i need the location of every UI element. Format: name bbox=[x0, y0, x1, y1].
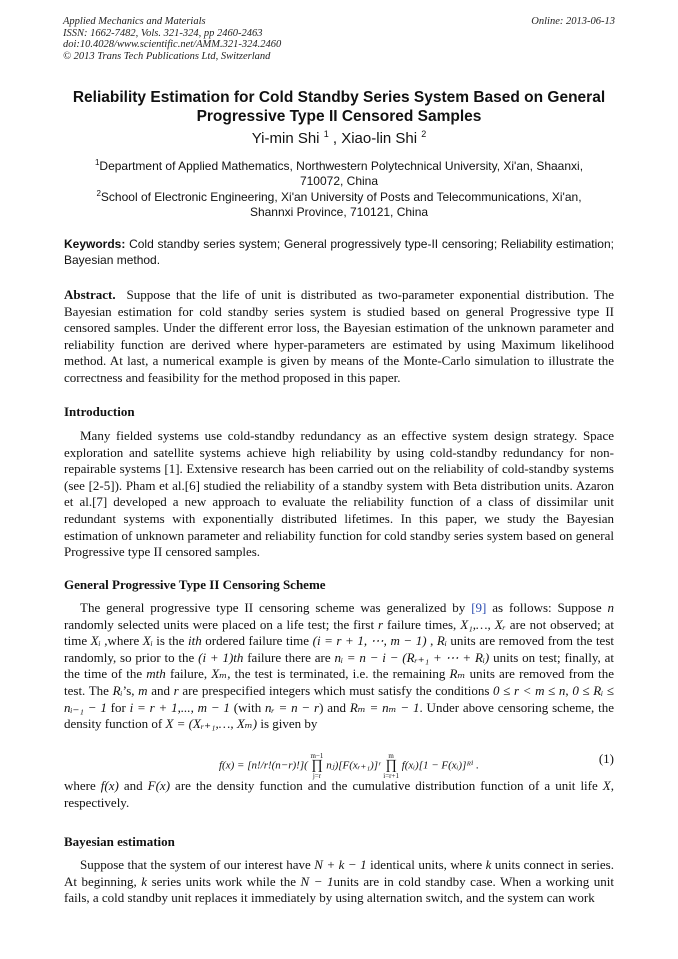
gpc-text: units are removed from the test. The bbox=[64, 666, 614, 698]
body-text: units are in cold standby case. When a working unit fails, a cold standby unit replaces it immediately by using alternation switch, and the system can work bbox=[64, 873, 614, 906]
math-symbol: N + k − 1 bbox=[314, 857, 367, 872]
affiliation-2-sup: 2 bbox=[96, 189, 101, 198]
gpc-text: . Under above censoring scheme, the density function of bbox=[64, 699, 614, 732]
gpc-text: is the bbox=[152, 633, 188, 649]
keywords-text: Cold standby series system; General progressively type-II censoring; Reliability estimation; Bayesian method. bbox=[64, 237, 614, 267]
gpc-text: ) and bbox=[319, 699, 350, 715]
math-symbol: (i = r + 1, ⋯, m − 1) bbox=[312, 633, 427, 649]
math-symbol: m bbox=[138, 682, 148, 698]
math-symbol: N − 1 bbox=[300, 873, 334, 889]
product-symbol-1: m−1 ∏ j=r bbox=[310, 752, 324, 780]
equation-mid-2: f(xᵢ)[1 − F(xᵢ)]ᴿⁱ . bbox=[401, 759, 479, 772]
math-symbol: Rₘ = nₘ − 1 bbox=[349, 699, 420, 715]
doi-line: doi:10.4028/www.scientific.net/AMM.321-324.2460 bbox=[63, 39, 282, 50]
gpc-paragraph bbox=[64, 600, 614, 733]
issn-line: ISSN: 1662-7482, Vols. 321-324, pp 2460-2463 bbox=[63, 27, 263, 39]
math-symbol: Xₘ bbox=[211, 666, 228, 682]
bayes-heading: Bayesian estimation bbox=[64, 834, 175, 849]
product-lower-limit: j=r bbox=[312, 772, 322, 780]
math-symbol: i = r + 1,..., m − 1 bbox=[129, 699, 230, 715]
gpc-text: for bbox=[106, 699, 130, 715]
product-symbol-2: m ∏ i=r+1 bbox=[383, 752, 399, 780]
affiliation-1-text: Department of Applied Mathematics, Northwestern Polytechnical University, Xi'an, Shaanxi, 710072, China bbox=[99, 159, 584, 188]
product-upper-limit: m−1 bbox=[310, 752, 324, 760]
gpc-text: ’s, bbox=[122, 682, 139, 698]
math-symbol: k bbox=[485, 857, 492, 872]
body-text: Suppose that the system of our interest have bbox=[80, 857, 315, 872]
gpc-text: is given by bbox=[257, 716, 318, 732]
journal-name: Applied Mechanics and Materials bbox=[63, 16, 206, 27]
bayes-body bbox=[64, 857, 614, 907]
gpc-text: failure times, bbox=[383, 616, 461, 632]
gpc-text: randomly selected units were placed on a life test; the first bbox=[64, 616, 379, 632]
affiliation-2 bbox=[75, 186, 603, 220]
product-lower-limit: i=r+1 bbox=[383, 772, 399, 780]
math-symbol: 0 ≤ r < m ≤ n bbox=[493, 682, 566, 698]
equation-1-body bbox=[219, 752, 479, 780]
affiliation-1-sup: 1 bbox=[94, 158, 100, 167]
gpc-text: (with bbox=[229, 699, 266, 715]
gpc-text: units on test; finally, at the time of the bbox=[64, 649, 614, 682]
gpc-text: ,where bbox=[100, 633, 143, 649]
online-date: Online: 2013-06-13 bbox=[531, 16, 615, 27]
abstract-text: Suppose that the life of unit is distributed as two-parameter exponential distribution. The Bayesian estimation for cold standby series system is studied based on general Progressive type II censored samples. Under the different error loss, the Bayesian estimation of the unknown parameter and reliability function are derived where hyper-parameters are estimated by using Maximum likelihood method. At last, a numerical example is given by means of the Monte-Carlo simulation to illustrate the correctness and feasibility for the method proposed in this paper. bbox=[64, 287, 615, 385]
gpc-text: , bbox=[426, 633, 437, 649]
math-symbol: mth bbox=[146, 666, 166, 682]
affiliation-1 bbox=[75, 155, 603, 189]
paper-title: Reliability Estimation for Cold Standby Series System Based on General Progressive Type II Censored Samples bbox=[72, 89, 606, 125]
body-text: where bbox=[64, 778, 101, 793]
gpc-text: are prespecified integers which must satisfy the conditions bbox=[178, 682, 494, 698]
gpc-text: failure there are bbox=[243, 649, 335, 665]
introduction-text: Many fielded systems use cold-standby redundancy as an effective system design strategy. Space exploration and satellite systems achieve high reliability by using cold-standby redundancy for non-repairable systems [1]. Extensive research has been carried out on the reliability of cold-standby systems (see [2-5]). Pham et al.[6] studied the reliability of a standby system with Beta distribution units. Azaron et al.[7] developed a new approach to evaluate the reliability function of a class of dissimilar unit redundant systems with exponentially distributed lifetimes. In this paper, we study the Bayesian estimation of unknown parameter and reliability function for cold standby series system based on general Progressive type II censored samples. bbox=[64, 428, 614, 560]
body-text: and bbox=[118, 778, 148, 793]
math-symbol: r bbox=[173, 682, 179, 698]
math-symbol: Rₘ bbox=[449, 666, 466, 682]
gpc-body bbox=[64, 600, 614, 733]
math-symbol: X = (Xᵣ₊₁,…, Xₘ) bbox=[165, 716, 258, 732]
math-symbol: Rᵢ bbox=[112, 682, 123, 698]
abstract bbox=[64, 287, 614, 387]
math-symbol: X₁,…, Xᵣ bbox=[460, 616, 506, 632]
affiliation-2-text: School of Electronic Engineering, Xi'an University of Posts and Telecommunications, Xi'an, Shannxi Province, 710121, China bbox=[100, 190, 582, 219]
gpc-text: , the test is terminated, i.e. the remaining bbox=[227, 666, 450, 682]
bayes-paragraph bbox=[64, 857, 614, 907]
body-text: are the density function and the cumulative distribution function of a unit life bbox=[170, 778, 603, 793]
author-separator: , bbox=[332, 130, 338, 147]
copyright-line: © 2013 Trans Tech Publications Ltd, Switzerland bbox=[63, 50, 271, 62]
math-symbol: Rᵢ bbox=[436, 633, 447, 649]
author-1: Yi-min Shi bbox=[251, 130, 320, 147]
after-equation bbox=[64, 778, 614, 811]
math-symbol: F(x) bbox=[147, 778, 171, 793]
introduction-heading: Introduction bbox=[64, 404, 135, 419]
body-text: , respectively. bbox=[64, 778, 614, 810]
introduction-body bbox=[64, 428, 614, 561]
math-symbol: (i + 1)th bbox=[198, 649, 244, 665]
gpc-text: as follows: Suppose bbox=[486, 600, 608, 615]
running-header bbox=[63, 16, 615, 62]
author-line bbox=[0, 129, 678, 147]
ref-9-link[interactable]: [9] bbox=[471, 600, 487, 615]
keywords bbox=[64, 236, 614, 268]
author-1-sup: 1 bbox=[323, 129, 329, 139]
math-symbol: f(x) bbox=[100, 778, 119, 793]
math-symbol: n bbox=[607, 600, 615, 615]
math-symbol: r bbox=[378, 616, 384, 632]
equation-1 bbox=[64, 748, 614, 780]
gpc-text: The general progressive type II censoring scheme was generalized by bbox=[80, 600, 472, 615]
equation-mid-1: nⱼ)[F(xᵣ₊₁)]ʳ bbox=[326, 759, 381, 772]
abstract-label: Abstract. bbox=[64, 287, 116, 302]
math-symbol: 0 ≤ Rᵢ ≤ nᵢ₋₁ − 1 bbox=[64, 682, 615, 715]
math-symbol: X bbox=[602, 778, 611, 793]
gpc-text: failure, bbox=[165, 666, 212, 682]
math-symbol: nᵣ = n − r bbox=[265, 699, 320, 715]
gpc-text: are not observed; at time bbox=[64, 616, 615, 649]
author-2: Xiao-lin Shi bbox=[341, 130, 418, 147]
keywords-label: Keywords: bbox=[64, 237, 126, 251]
equation-lhs: f(x) = [n!/r!(n−r)!]( bbox=[219, 759, 308, 772]
math-symbol: k bbox=[141, 873, 148, 889]
gpc-heading: General Progressive Type II Censoring Scheme bbox=[64, 577, 326, 592]
body-text: units connect in series. At beginning, bbox=[64, 857, 614, 889]
math-symbol: nᵢ = n − i − (Rᵣ₊₁ + ⋯ + Rᵢ) bbox=[334, 649, 490, 665]
gpc-text: ordered failure time bbox=[201, 633, 313, 649]
body-text: identical units, where bbox=[366, 857, 486, 872]
equation-number: (1) bbox=[598, 751, 614, 766]
author-2-sup: 2 bbox=[421, 129, 427, 139]
math-symbol: Xᵢ bbox=[142, 633, 153, 649]
body-text: series units work while the bbox=[147, 873, 301, 889]
math-symbol: ith bbox=[187, 633, 202, 649]
math-symbol: Xᵢ bbox=[90, 633, 101, 649]
gpc-text: , bbox=[565, 682, 573, 698]
gpc-text: units are removed from the test randomly, so prior to the bbox=[64, 633, 614, 665]
gpc-text: and bbox=[147, 682, 174, 698]
product-upper-limit: m bbox=[388, 752, 394, 760]
after-equation-text bbox=[64, 778, 614, 811]
